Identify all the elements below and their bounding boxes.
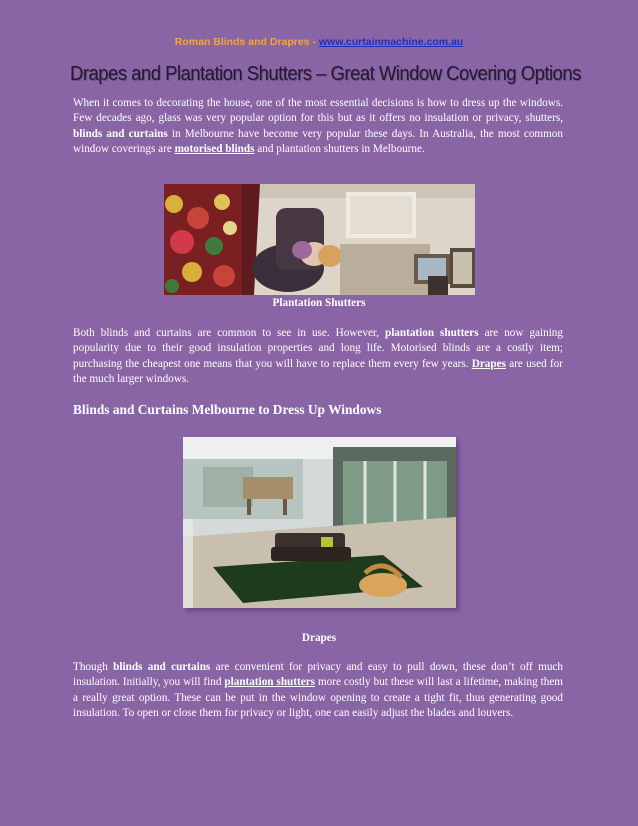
intro-bold-blinds-curtains: blinds and curtains [73, 127, 168, 140]
header-brand: Roman Blinds and Drapres [174, 36, 310, 48]
drapes-link[interactable]: Drapes [471, 357, 506, 370]
figure1-caption: Plantation Shutters [272, 297, 366, 309]
body2-text-2: are now gaining popularity due to their good insulation properties and long life. Motorised blinds are a costly item; purchasing the cheapest one means that you will have to replace them every few years. [73, 327, 563, 370]
intro-text-2: in Melbourne have become very popular these days. In Australia, the most common window coverings are [73, 127, 563, 155]
body2-text-3: are used for the much larger windows. [73, 357, 563, 385]
intro-text-1: When it comes to decorating the house, one of the most essential decisions is how to dress up the windows. Few decades ago, glass was very popular option for this but as it offers no insulation or privacy, shutters, [73, 97, 563, 125]
closing-paragraph [73, 660, 563, 721]
body2-text-1: Both blinds and curtains are common to see in use. However, [73, 327, 385, 339]
figure2-caption: Drapes [301, 632, 337, 644]
plantation-shutters-photo [164, 184, 475, 295]
intro-text-3: and plantation shutters in Melbourne. [254, 142, 425, 155]
plantation-shutters-link[interactable]: plantation shutters [224, 676, 316, 689]
shutters-paragraph [73, 326, 563, 387]
drapes-photo [183, 437, 456, 608]
body3-text-2: are convenient for privacy and easy to pull down, these don’t off much insulation. Initially, you will find [73, 661, 563, 689]
intro-paragraph [73, 96, 563, 157]
body2-bold-plantation-shutters: plantation shutters [384, 327, 479, 339]
body3-text-3: more costly but these will last a lifetime, making them a really great option. These can be put in the window opening to create a tight fit, thus generating good insulation. To open or close them for privacy or light, one can easily adjust the blades and louvers. [73, 676, 563, 719]
body3-bold-blinds-curtains: blinds and curtains [113, 661, 211, 673]
motorised-blinds-link[interactable]: motorised blinds [174, 142, 255, 155]
page-header [0, 36, 638, 48]
body3-text-1: Though [73, 661, 114, 673]
section-heading: Blinds and Curtains Melbourne to Dress Up Windows [73, 402, 382, 417]
header-url-link[interactable]: www.curtainmachine.com.au [318, 36, 464, 48]
page-title: Drapes and Plantation Shutters – Great Window Covering Options [70, 62, 581, 85]
header-separator: - [309, 36, 319, 48]
